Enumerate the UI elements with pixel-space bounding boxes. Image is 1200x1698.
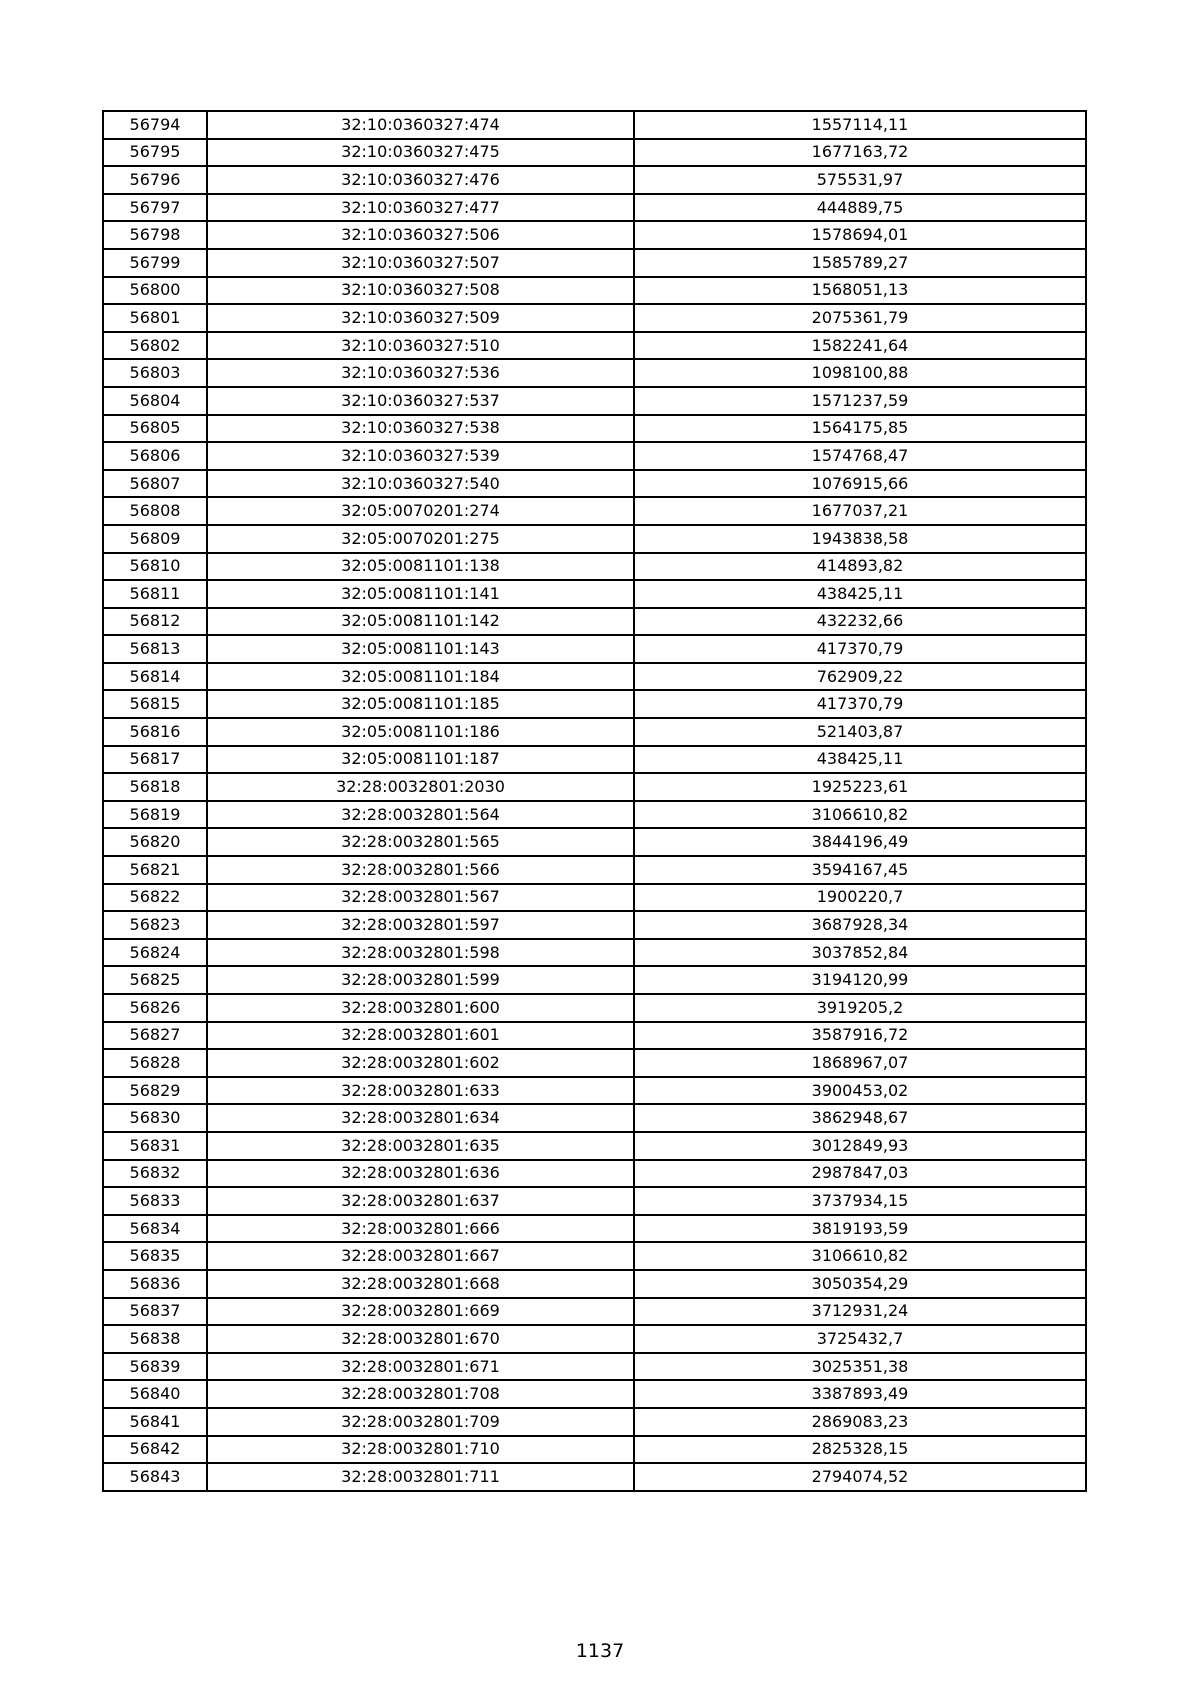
cadastral-value-cell: 3587916,72 — [634, 1022, 1086, 1050]
row-number-cell: 56804 — [103, 387, 207, 415]
cadastral-number-cell: 32:10:0360327:475 — [207, 139, 634, 167]
cadastral-value-cell: 1571237,59 — [634, 387, 1086, 415]
row-number-cell: 56818 — [103, 773, 207, 801]
table-row — [103, 966, 1086, 994]
row-number-cell: 56821 — [103, 856, 207, 884]
row-number-cell: 56798 — [103, 221, 207, 249]
table-row — [103, 635, 1086, 663]
cadastral-number-cell: 32:28:0032801:667 — [207, 1242, 634, 1270]
table-row — [103, 1187, 1086, 1215]
row-number-cell: 56816 — [103, 718, 207, 746]
table-row — [103, 166, 1086, 194]
cadastral-value-cell: 3037852,84 — [634, 939, 1086, 967]
row-number-cell: 56814 — [103, 663, 207, 691]
cadastral-value-cell: 2075361,79 — [634, 304, 1086, 332]
cadastral-number-cell: 32:28:0032801:566 — [207, 856, 634, 884]
cadastral-number-cell: 32:28:0032801:565 — [207, 828, 634, 856]
row-number-cell: 56817 — [103, 746, 207, 774]
cadastral-number-cell: 32:28:0032801:599 — [207, 966, 634, 994]
table-row — [103, 1380, 1086, 1408]
cadastral-value-cell: 3737934,15 — [634, 1187, 1086, 1215]
cadastral-value-cell: 1568051,13 — [634, 277, 1086, 305]
table-row — [103, 828, 1086, 856]
table-row — [103, 911, 1086, 939]
cadastral-value-cell: 3050354,29 — [634, 1270, 1086, 1298]
cadastral-value-cell: 414893,82 — [634, 553, 1086, 581]
cadastral-value-cell: 432232,66 — [634, 608, 1086, 636]
row-number-cell: 56835 — [103, 1242, 207, 1270]
table-row — [103, 1132, 1086, 1160]
table-row — [103, 1049, 1086, 1077]
row-number-cell: 56833 — [103, 1187, 207, 1215]
table-row — [103, 249, 1086, 277]
row-number-cell: 56812 — [103, 608, 207, 636]
row-number-cell: 56820 — [103, 828, 207, 856]
table-row — [103, 359, 1086, 387]
cadastral-number-cell: 32:28:0032801:708 — [207, 1380, 634, 1408]
cadastral-number-cell: 32:10:0360327:510 — [207, 332, 634, 360]
cadastral-number-cell: 32:28:0032801:636 — [207, 1160, 634, 1188]
row-number-cell: 56840 — [103, 1380, 207, 1408]
row-number-cell: 56800 — [103, 277, 207, 305]
cadastral-value-cell: 1900220,7 — [634, 884, 1086, 912]
row-number-cell: 56806 — [103, 442, 207, 470]
cadastral-value-cell: 3025351,38 — [634, 1353, 1086, 1381]
cadastral-value-cell: 1564175,85 — [634, 415, 1086, 443]
row-number-cell: 56842 — [103, 1436, 207, 1464]
row-number-cell: 56810 — [103, 553, 207, 581]
cadastral-number-cell: 32:28:0032801:634 — [207, 1104, 634, 1132]
row-number-cell: 56827 — [103, 1022, 207, 1050]
cadastral-value-cell: 1578694,01 — [634, 221, 1086, 249]
table-row — [103, 415, 1086, 443]
cadastral-value-cell: 3594167,45 — [634, 856, 1086, 884]
row-number-cell: 56829 — [103, 1077, 207, 1105]
cadastral-value-cell: 1076915,66 — [634, 470, 1086, 498]
row-number-cell: 56828 — [103, 1049, 207, 1077]
cadastral-number-cell: 32:28:0032801:709 — [207, 1408, 634, 1436]
cadastral-number-cell: 32:05:0081101:185 — [207, 690, 634, 718]
cadastral-value-cell: 2825328,15 — [634, 1436, 1086, 1464]
table-row — [103, 580, 1086, 608]
cadastral-value-cell: 3900453,02 — [634, 1077, 1086, 1105]
cadastral-value-cell: 1677163,72 — [634, 139, 1086, 167]
cadastral-value-cell: 1868967,07 — [634, 1049, 1086, 1077]
cadastral-number-cell: 32:28:0032801:711 — [207, 1463, 634, 1491]
row-number-cell: 56832 — [103, 1160, 207, 1188]
row-number-cell: 56794 — [103, 111, 207, 139]
cadastral-value-cell: 444889,75 — [634, 194, 1086, 222]
cadastral-value-cell: 1677037,21 — [634, 497, 1086, 525]
cadastral-number-cell: 32:10:0360327:538 — [207, 415, 634, 443]
cadastral-value-cell: 3106610,82 — [634, 1242, 1086, 1270]
table-row — [103, 856, 1086, 884]
table-row — [103, 1160, 1086, 1188]
cadastral-value-cell: 3862948,67 — [634, 1104, 1086, 1132]
cadastral-value-cell: 2869083,23 — [634, 1408, 1086, 1436]
row-number-cell: 56830 — [103, 1104, 207, 1132]
row-number-cell: 56822 — [103, 884, 207, 912]
row-number-cell: 56803 — [103, 359, 207, 387]
row-number-cell: 56796 — [103, 166, 207, 194]
table-row — [103, 1463, 1086, 1491]
cadastral-number-cell: 32:28:0032801:602 — [207, 1049, 634, 1077]
row-number-cell: 56809 — [103, 525, 207, 553]
cadastral-number-cell: 32:10:0360327:536 — [207, 359, 634, 387]
cadastral-number-cell: 32:05:0081101:187 — [207, 746, 634, 774]
table-row — [103, 277, 1086, 305]
table-row — [103, 1022, 1086, 1050]
table-row — [103, 221, 1086, 249]
cadastral-number-cell: 32:28:0032801:567 — [207, 884, 634, 912]
cadastral-number-cell: 32:10:0360327:476 — [207, 166, 634, 194]
cadastral-number-cell: 32:05:0081101:186 — [207, 718, 634, 746]
row-number-cell: 56824 — [103, 939, 207, 967]
row-number-cell: 56815 — [103, 690, 207, 718]
row-number-cell: 56837 — [103, 1298, 207, 1326]
cadastral-value-cell: 417370,79 — [634, 635, 1086, 663]
cadastral-value-cell: 3712931,24 — [634, 1298, 1086, 1326]
table-row — [103, 1215, 1086, 1243]
table-row — [103, 1353, 1086, 1381]
table-row — [103, 801, 1086, 829]
table-row — [103, 470, 1086, 498]
table-row — [103, 304, 1086, 332]
table-row — [103, 1104, 1086, 1132]
row-number-cell: 56795 — [103, 139, 207, 167]
row-number-cell: 56823 — [103, 911, 207, 939]
table-row — [103, 1242, 1086, 1270]
table-row — [103, 525, 1086, 553]
row-number-cell: 56797 — [103, 194, 207, 222]
cadastral-value-cell: 3687928,34 — [634, 911, 1086, 939]
cadastral-value-cell: 1574768,47 — [634, 442, 1086, 470]
cadastral-number-cell: 32:28:0032801:600 — [207, 994, 634, 1022]
cadastral-number-cell: 32:28:0032801:597 — [207, 911, 634, 939]
table-row — [103, 194, 1086, 222]
cadastral-value-cell: 3819193,59 — [634, 1215, 1086, 1243]
row-number-cell: 56834 — [103, 1215, 207, 1243]
cadastral-number-cell: 32:28:0032801:635 — [207, 1132, 634, 1160]
cadastral-value-cell: 3012849,93 — [634, 1132, 1086, 1160]
cadastral-value-cell: 1557114,11 — [634, 111, 1086, 139]
cadastral-value-cell: 521403,87 — [634, 718, 1086, 746]
cadastral-value-cell: 3844196,49 — [634, 828, 1086, 856]
row-number-cell: 56841 — [103, 1408, 207, 1436]
cadastral-number-cell: 32:05:0070201:275 — [207, 525, 634, 553]
table-row — [103, 1325, 1086, 1353]
cadastral-value-cell: 575531,97 — [634, 166, 1086, 194]
row-number-cell: 56836 — [103, 1270, 207, 1298]
cadastral-number-cell: 32:10:0360327:539 — [207, 442, 634, 470]
table-row — [103, 690, 1086, 718]
cadastral-number-cell: 32:28:0032801:670 — [207, 1325, 634, 1353]
cadastral-value-cell: 2987847,03 — [634, 1160, 1086, 1188]
row-number-cell: 56807 — [103, 470, 207, 498]
row-number-cell: 56801 — [103, 304, 207, 332]
cadastral-value-cell: 1925223,61 — [634, 773, 1086, 801]
cadastral-value-cell: 1098100,88 — [634, 359, 1086, 387]
cadastral-number-cell: 32:10:0360327:507 — [207, 249, 634, 277]
row-number-cell: 56831 — [103, 1132, 207, 1160]
row-number-cell: 56839 — [103, 1353, 207, 1381]
row-number-cell: 56811 — [103, 580, 207, 608]
cadastral-number-cell: 32:05:0070201:274 — [207, 497, 634, 525]
cadastral-number-cell: 32:28:0032801:669 — [207, 1298, 634, 1326]
cadastral-value-cell: 3387893,49 — [634, 1380, 1086, 1408]
table-row — [103, 663, 1086, 691]
cadastral-number-cell: 32:05:0081101:143 — [207, 635, 634, 663]
cadastral-value-cell: 3194120,99 — [634, 966, 1086, 994]
row-number-cell: 56825 — [103, 966, 207, 994]
page-number: 1137 — [575, 1640, 625, 1662]
table-row — [103, 332, 1086, 360]
cadastral-number-cell: 32:28:0032801:601 — [207, 1022, 634, 1050]
table-body — [103, 111, 1086, 1491]
row-number-cell: 56805 — [103, 415, 207, 443]
cadastral-number-cell: 32:10:0360327:508 — [207, 277, 634, 305]
table-row — [103, 608, 1086, 636]
cadastral-number-cell: 32:28:0032801:598 — [207, 939, 634, 967]
table-row — [103, 442, 1086, 470]
cadastral-value-cell: 2794074,52 — [634, 1463, 1086, 1491]
cadastral-value-cell: 762909,22 — [634, 663, 1086, 691]
cadastral-number-cell: 32:28:0032801:666 — [207, 1215, 634, 1243]
table-row — [103, 718, 1086, 746]
cadastral-number-cell: 32:28:0032801:633 — [207, 1077, 634, 1105]
cadastral-number-cell: 32:28:0032801:564 — [207, 801, 634, 829]
row-number-cell: 56838 — [103, 1325, 207, 1353]
cadastral-number-cell: 32:28:0032801:2030 — [207, 773, 634, 801]
row-number-cell: 56799 — [103, 249, 207, 277]
row-number-cell: 56808 — [103, 497, 207, 525]
cadastral-number-cell: 32:05:0081101:141 — [207, 580, 634, 608]
cadastral-value-cell: 3106610,82 — [634, 801, 1086, 829]
table-row — [103, 994, 1086, 1022]
cadastral-value-cell: 1582241,64 — [634, 332, 1086, 360]
row-number-cell: 56813 — [103, 635, 207, 663]
cadastral-value-cell: 3725432,7 — [634, 1325, 1086, 1353]
cadastral-number-cell: 32:28:0032801:710 — [207, 1436, 634, 1464]
table-row — [103, 884, 1086, 912]
table-row — [103, 497, 1086, 525]
cadastral-number-cell: 32:10:0360327:509 — [207, 304, 634, 332]
cadastral-value-cell: 3919205,2 — [634, 994, 1086, 1022]
cadastral-number-cell: 32:05:0081101:142 — [207, 608, 634, 636]
table-row — [103, 553, 1086, 581]
table-row — [103, 139, 1086, 167]
table-row — [103, 111, 1086, 139]
cadastral-number-cell: 32:10:0360327:537 — [207, 387, 634, 415]
table-row — [103, 1408, 1086, 1436]
table-row — [103, 1077, 1086, 1105]
table-row — [103, 939, 1086, 967]
cadastral-number-cell: 32:05:0081101:184 — [207, 663, 634, 691]
cadastral-number-cell: 32:28:0032801:637 — [207, 1187, 634, 1215]
table-row — [103, 1270, 1086, 1298]
cadastral-value-cell: 417370,79 — [634, 690, 1086, 718]
cadastral-number-cell: 32:10:0360327:540 — [207, 470, 634, 498]
cadastral-number-cell: 32:10:0360327:506 — [207, 221, 634, 249]
cadastral-value-table — [102, 110, 1087, 1492]
cadastral-number-cell: 32:28:0032801:671 — [207, 1353, 634, 1381]
row-number-cell: 56819 — [103, 801, 207, 829]
cadastral-number-cell: 32:05:0081101:138 — [207, 553, 634, 581]
cadastral-value-cell: 1585789,27 — [634, 249, 1086, 277]
table-row — [103, 773, 1086, 801]
cadastral-value-cell: 1943838,58 — [634, 525, 1086, 553]
row-number-cell: 56826 — [103, 994, 207, 1022]
row-number-cell: 56843 — [103, 1463, 207, 1491]
cadastral-number-cell: 32:10:0360327:477 — [207, 194, 634, 222]
row-number-cell: 56802 — [103, 332, 207, 360]
table-row — [103, 1436, 1086, 1464]
cadastral-number-cell: 32:28:0032801:668 — [207, 1270, 634, 1298]
table-row — [103, 387, 1086, 415]
table-row — [103, 1298, 1086, 1326]
cadastral-value-cell: 438425,11 — [634, 580, 1086, 608]
cadastral-value-cell: 438425,11 — [634, 746, 1086, 774]
table-row — [103, 746, 1086, 774]
cadastral-number-cell: 32:10:0360327:474 — [207, 111, 634, 139]
